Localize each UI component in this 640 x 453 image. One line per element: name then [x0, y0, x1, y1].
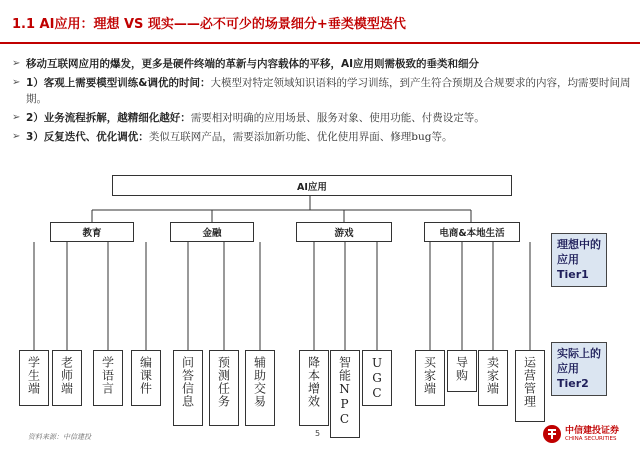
logo-name-en: CHINA SECURITIES — [565, 436, 617, 442]
bullet-2-lead: 2）业务流程拆解，越精细化越好： — [26, 112, 191, 124]
page-title: 1.1 AI应用：理想 VS 现实——必不可少的场景细分+垂类模型迭代 — [12, 17, 406, 32]
logo-emblem-icon — [542, 424, 562, 444]
leaf-shopping-guide: 导购 — [447, 350, 477, 392]
bullet-1-lead: 1）客观上需要模型训练&调优的时间： — [26, 77, 211, 89]
diagram-root-ai-app: AI应用 — [112, 175, 512, 196]
leaf-buyer: 买家端 — [415, 350, 445, 406]
page-number: 5 — [315, 429, 321, 438]
leaf-ugc: UGC — [362, 350, 392, 406]
bullet-3-text: 类似互联网产品，需要添加新功能、优化使用界面、修理bug等。 — [148, 131, 453, 143]
category-ecommerce-local: 电商&本地生活 — [424, 222, 520, 242]
arrow-bullet-icon: ➢ — [12, 58, 21, 69]
logo-name-cn: 中信建投证券 — [565, 426, 620, 436]
leaf-operations: 运营管理 — [515, 350, 545, 422]
bullet-2 — [12, 110, 632, 126]
bullet-1 — [12, 75, 632, 107]
leaf-qa-info: 问答信息 — [173, 350, 203, 426]
tier2-label: 实际上的应用Tier2 — [551, 342, 607, 396]
tier1-label: 理想中的应用Tier1 — [551, 233, 607, 287]
leaf-teacher: 老师端 — [52, 350, 82, 406]
bullet-main-text: 移动互联网应用的爆发，更多是硬件终端的革新与内容载体的平移，AI应用则需极致的垂类和细分 — [26, 58, 480, 70]
title-divider — [0, 42, 640, 44]
arrow-bullet-icon: ➢ — [12, 131, 21, 142]
bullet-3 — [12, 129, 632, 145]
arrow-bullet-icon: ➢ — [12, 112, 21, 123]
leaf-language: 学语言 — [93, 350, 123, 406]
source-note: 资料来源：中信建投 — [28, 433, 91, 441]
category-finance: 金融 — [170, 222, 254, 242]
arrow-bullet-icon: ➢ — [12, 77, 21, 88]
bullet-list — [12, 56, 632, 148]
leaf-seller: 卖家端 — [478, 350, 508, 406]
title-bar — [0, 0, 640, 44]
leaf-smart-npc: 智能NPC — [330, 350, 360, 438]
category-education: 教育 — [50, 222, 134, 242]
bullet-main — [12, 56, 632, 72]
bullet-2-text: 需要相对明确的应用场景、服务对象、使用功能、付费设定等。 — [190, 112, 485, 124]
bullet-1-text: 大模型对特定领域知识语料的学习训练，到产生符合预期及合规要求的内容，均需要时间周期。 — [26, 77, 631, 105]
leaf-courseware: 编课件 — [131, 350, 161, 406]
leaf-cost-efficiency: 降本增效 — [299, 350, 329, 426]
leaf-trading-assist: 辅助交易 — [245, 350, 275, 426]
leaf-prediction: 预测任务 — [209, 350, 239, 426]
category-gaming: 游戏 — [296, 222, 392, 242]
bullet-3-lead: 3）反复迭代、优化调优： — [26, 131, 149, 143]
leaf-student: 学生端 — [19, 350, 49, 406]
company-logo — [542, 421, 634, 447]
